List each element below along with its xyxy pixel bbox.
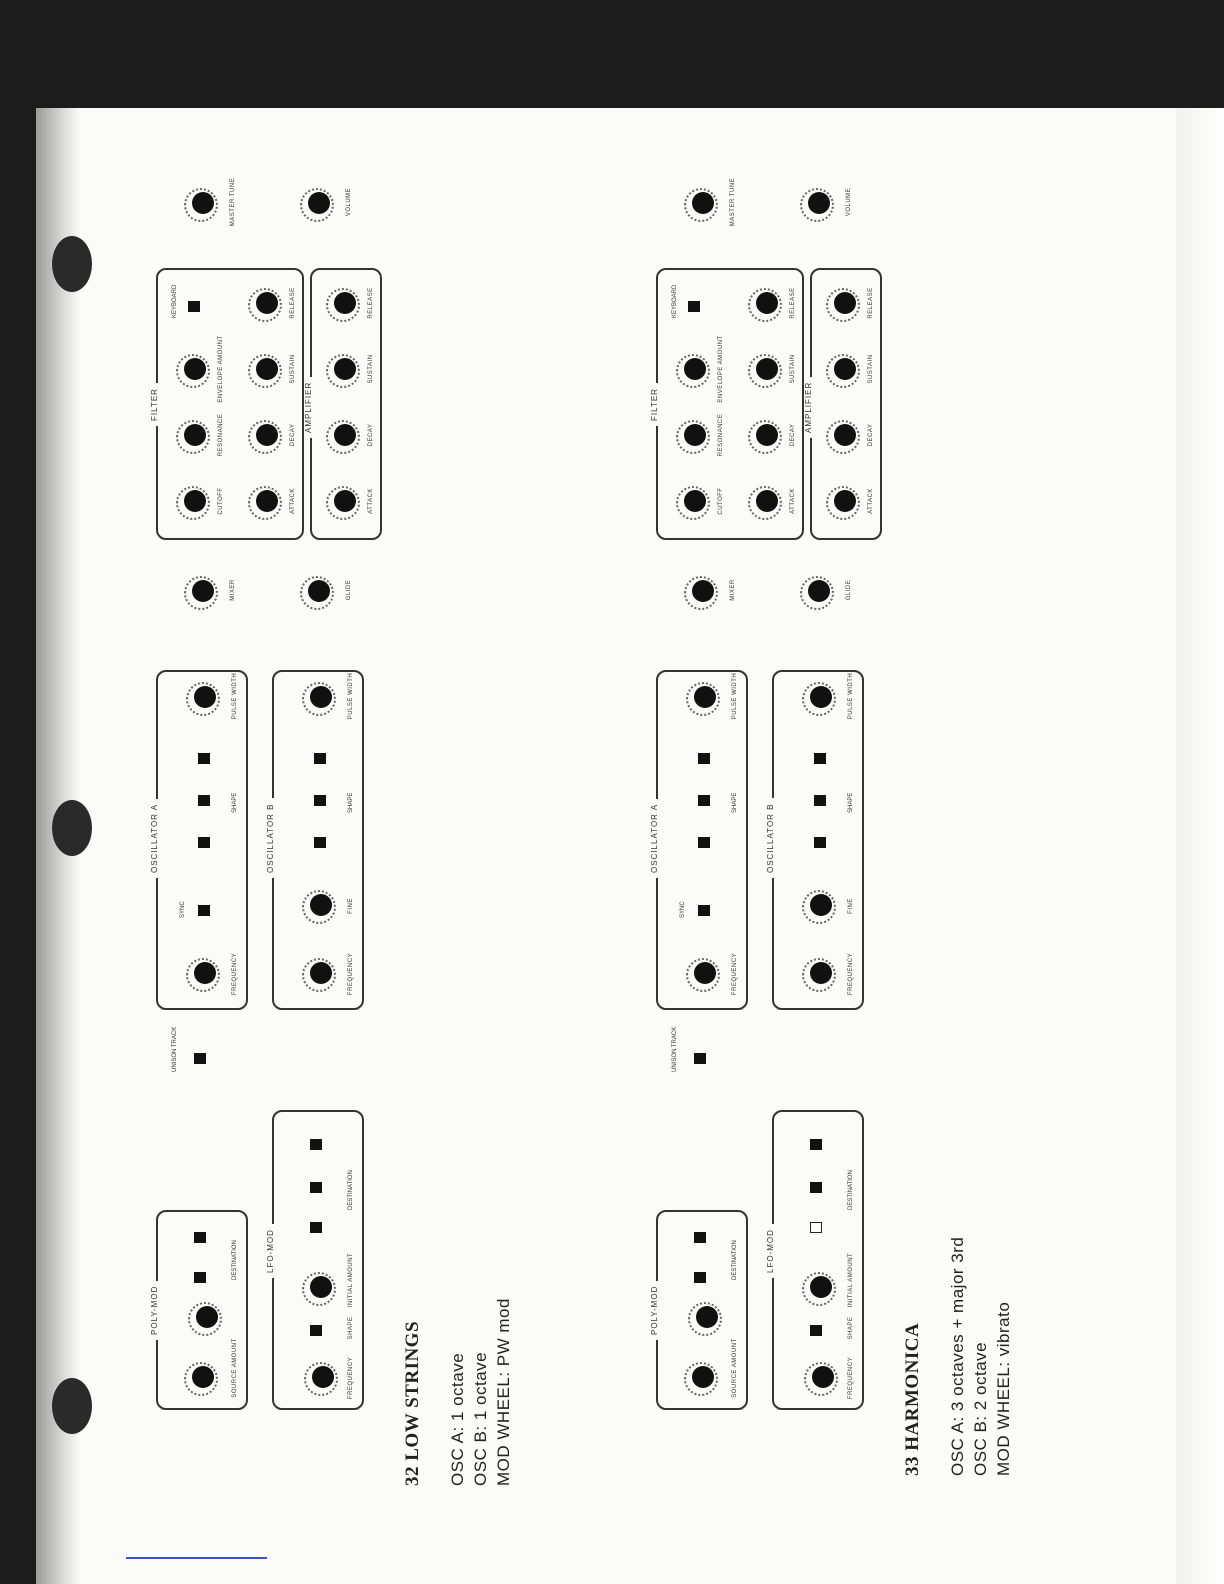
switch-label: DESTINATION <box>732 1240 738 1280</box>
glide-knob[interactable] <box>308 580 330 602</box>
oscillator-a-section <box>650 670 748 1010</box>
osc-b-pulse-switch[interactable] <box>314 753 326 764</box>
knob-label: MIXER <box>730 579 736 601</box>
sync-switch[interactable] <box>198 905 210 916</box>
osc-a-pulse-switch[interactable] <box>698 753 710 764</box>
cutoff-knob[interactable] <box>184 490 206 512</box>
amp-sustain-knob[interactable] <box>834 358 856 380</box>
osc-a-saw-switch[interactable] <box>698 837 710 848</box>
osc-b-frequency-knob[interactable] <box>310 962 332 984</box>
patch-setting: OSC B: 2 octave <box>971 1341 990 1476</box>
amp-sustain-knob[interactable] <box>334 358 356 380</box>
patch-setting: MOD WHEEL: vibrato <box>994 1301 1013 1476</box>
section-title: LFO-MOD <box>766 1224 775 1278</box>
switch-label: SHAPE <box>232 792 238 813</box>
knob-label: ENVELOPE AMOUNT <box>718 335 724 403</box>
envelope-amount-knob[interactable] <box>184 358 206 380</box>
patch-title: 33 HARMONICA <box>902 1322 923 1476</box>
osc-b-amount-knob[interactable] <box>196 1306 218 1328</box>
knob-label: CUTOFF <box>718 487 724 515</box>
freq-a-switch[interactable] <box>194 1272 206 1283</box>
knob-label: RESONANCE <box>218 413 224 457</box>
cutoff-knob[interactable] <box>684 490 706 512</box>
knob-label: PULSE WIDTH <box>232 672 238 720</box>
amp-decay-knob[interactable] <box>834 424 856 446</box>
knob-label: DECAY <box>368 423 374 447</box>
knob-label: RELEASE <box>368 287 374 319</box>
knob-label: ATTACK <box>368 488 374 514</box>
knob-label: VOLUME <box>846 187 852 217</box>
switch-label: SHAPE <box>732 792 738 813</box>
knob-label: FINE <box>848 898 854 914</box>
poly-mod-section <box>650 1210 748 1410</box>
osc-a-saw-switch[interactable] <box>198 837 210 848</box>
patch-title: 32 LOW STRINGS <box>402 1320 423 1486</box>
knob-label: DECAY <box>790 423 796 447</box>
section-title: AMPLIFIER <box>304 377 313 438</box>
osc-a-pulse-switch[interactable] <box>198 753 210 764</box>
filter-sustain-knob[interactable] <box>256 358 278 380</box>
section-title: OSCILLATOR A <box>650 799 659 878</box>
osc-b-frequency-knob[interactable] <box>810 962 832 984</box>
amp-decay-knob[interactable] <box>334 424 356 446</box>
filter-attack-knob[interactable] <box>256 490 278 512</box>
lfo-freq-ab-switch[interactable] <box>810 1222 822 1233</box>
binder-hole <box>52 236 92 292</box>
knob-label: MASTER TUNE <box>730 177 736 227</box>
knob-label: FREQUENCY <box>732 952 738 996</box>
knob-label: GLIDE <box>846 579 852 601</box>
lfo-frequency-knob[interactable] <box>312 1366 334 1388</box>
patch-setting: OSC A: 3 octaves + major 3rd <box>948 1236 967 1476</box>
osc-b-saw-switch[interactable] <box>314 837 326 848</box>
switch-label: SHAPE <box>348 792 354 813</box>
knob-label: DECAY <box>868 423 874 447</box>
patch-33-caption <box>902 1237 1015 1476</box>
knob-label: FREQUENCY <box>848 1356 854 1400</box>
amplifier-section <box>304 268 382 540</box>
mixer-knob[interactable] <box>692 580 714 602</box>
patch-setting: OSC B: 1 octave <box>471 1351 490 1486</box>
filter-decay-knob[interactable] <box>256 424 278 446</box>
knob-label: ATTACK <box>790 488 796 514</box>
osc-a-tri-switch[interactable] <box>698 795 710 806</box>
knob-label: FINE <box>348 898 354 914</box>
knob-label: SUSTAIN <box>790 354 796 384</box>
footer-rule <box>126 1557 267 1559</box>
mixer-knob[interactable] <box>192 580 214 602</box>
resonance-knob[interactable] <box>684 424 706 446</box>
filter-release-knob[interactable] <box>756 292 778 314</box>
section-title: OSCILLATOR B <box>766 799 775 879</box>
switch-label: DESTINATION <box>848 1170 854 1210</box>
filter-sustain-knob[interactable] <box>756 358 778 380</box>
amp-release-knob[interactable] <box>334 292 356 314</box>
osc-b-tri-switch[interactable] <box>814 795 826 806</box>
patch-setting: MOD WHEEL: PW mod <box>494 1298 513 1486</box>
amplifier-section <box>804 268 882 540</box>
osc-b-fine-knob[interactable] <box>810 894 832 916</box>
patch-setting: OSC A: 1 octave <box>448 1352 467 1486</box>
osc-b-amount-knob[interactable] <box>696 1306 718 1328</box>
binder-hole <box>52 1378 92 1434</box>
glide-knob[interactable] <box>808 580 830 602</box>
knob-label: SUSTAIN <box>868 354 874 384</box>
osc-a-frequency-knob[interactable] <box>194 962 216 984</box>
filter-switch[interactable] <box>194 1232 206 1243</box>
knob-label: FREQUENCY <box>348 952 354 996</box>
knob-label: ATTACK <box>290 488 296 514</box>
knob-label: CUTOFF <box>218 487 224 515</box>
osc-b-tri-switch[interactable] <box>314 795 326 806</box>
switch-label: SYNC <box>680 901 686 918</box>
osc-b-pulse-width-knob[interactable] <box>810 686 832 708</box>
knob-label: PULSE WIDTH <box>732 672 738 720</box>
osc-a-tri-switch[interactable] <box>198 795 210 806</box>
osc-a-pulse-width-knob[interactable] <box>694 686 716 708</box>
knob-label: ENVELOPE AMOUNT <box>218 335 224 403</box>
volume-knob[interactable] <box>808 192 830 214</box>
lfo-pw-ab-switch[interactable] <box>810 1182 822 1193</box>
lfo-pw-ab-switch[interactable] <box>310 1182 322 1193</box>
patch-32-panel <box>150 110 390 1410</box>
osc-b-saw-switch[interactable] <box>814 837 826 848</box>
knob-label: SUSTAIN <box>368 354 374 384</box>
switch-label: UNISON TRACK <box>172 1026 178 1072</box>
unison-switch[interactable] <box>194 1053 206 1064</box>
switch-label: DESTINATION <box>232 1240 238 1280</box>
lfo-mod-section <box>766 1110 864 1410</box>
knob-label: PULSE WIDTH <box>348 672 354 720</box>
filt-env-knob[interactable] <box>192 1366 214 1388</box>
knob-label: SUSTAIN <box>290 354 296 384</box>
osc-b-pulse-width-knob[interactable] <box>310 686 332 708</box>
keyboard-switch[interactable] <box>688 301 700 312</box>
sync-switch[interactable] <box>698 905 710 916</box>
switch-label: DESTINATION <box>348 1170 354 1210</box>
oscillator-b-section <box>766 670 864 1010</box>
lfo-freq-ab-switch[interactable] <box>310 1222 322 1233</box>
knob-label: SOURCE AMOUNT <box>732 1338 738 1398</box>
initial-amount-knob[interactable] <box>810 1276 832 1298</box>
knob-label: MIXER <box>230 579 236 601</box>
knob-label: SHAPE <box>848 1316 854 1340</box>
osc-a-frequency-knob[interactable] <box>694 962 716 984</box>
unison-switch[interactable] <box>694 1053 706 1064</box>
section-title: AMPLIFIER <box>804 377 813 438</box>
osc-a-pulse-width-knob[interactable] <box>194 686 216 708</box>
switch-label: SHAPE <box>848 792 854 813</box>
switch-label: SYNC <box>180 901 186 918</box>
lfo-frequency-knob[interactable] <box>812 1366 834 1388</box>
knob-label: INITIAL AMOUNT <box>348 1252 354 1308</box>
poly-mod-section <box>150 1210 248 1410</box>
master-tune-knob[interactable] <box>692 192 714 214</box>
resonance-knob[interactable] <box>184 424 206 446</box>
knob-label: INITIAL AMOUNT <box>848 1252 854 1308</box>
switch-label: KEYBOARD <box>172 284 178 318</box>
filt-env-knob[interactable] <box>692 1366 714 1388</box>
osc-b-pulse-switch[interactable] <box>814 753 826 764</box>
knob-label: SOURCE AMOUNT <box>232 1338 238 1398</box>
section-title: FILTER <box>150 383 159 426</box>
knob-label: RELEASE <box>868 287 874 319</box>
knob-label: FREQUENCY <box>348 1356 354 1400</box>
lfo-filter-switch[interactable] <box>310 1139 322 1150</box>
filter-section <box>150 268 304 540</box>
section-title: OSCILLATOR B <box>266 799 275 879</box>
knob-label: PULSE WIDTH <box>848 672 854 720</box>
knob-label: FREQUENCY <box>848 952 854 996</box>
binder-hole <box>52 800 92 856</box>
knob-label: SHAPE <box>348 1316 354 1340</box>
filter-release-knob[interactable] <box>256 292 278 314</box>
knob-label: ATTACK <box>868 488 874 514</box>
knob-label: FREQUENCY <box>232 952 238 996</box>
section-title: POLY-MOD <box>150 1281 159 1340</box>
section-title: LFO-MOD <box>266 1224 275 1278</box>
filter-section <box>650 268 804 540</box>
master-tune-knob[interactable] <box>192 192 214 214</box>
lfo-shape-switch[interactable] <box>810 1325 822 1336</box>
amp-attack-knob[interactable] <box>334 490 356 512</box>
oscillator-a-section <box>150 670 248 1010</box>
lfo-mod-section <box>266 1110 364 1410</box>
amp-release-knob[interactable] <box>834 292 856 314</box>
section-title: POLY-MOD <box>650 1281 659 1340</box>
section-title: FILTER <box>650 383 659 426</box>
page-edge <box>1176 108 1224 1584</box>
lfo-shape-switch[interactable] <box>310 1325 322 1336</box>
lfo-filter-switch[interactable] <box>810 1139 822 1150</box>
envelope-amount-knob[interactable] <box>684 358 706 380</box>
oscillator-b-section <box>266 670 364 1010</box>
patch-33-panel <box>650 110 890 1410</box>
filter-decay-knob[interactable] <box>756 424 778 446</box>
knob-label: VOLUME <box>346 187 352 217</box>
initial-amount-knob[interactable] <box>310 1276 332 1298</box>
freq-a-switch[interactable] <box>694 1272 706 1283</box>
knob-label: RESONANCE <box>718 413 724 457</box>
keyboard-switch[interactable] <box>188 301 200 312</box>
knob-label: RELEASE <box>290 287 296 319</box>
switch-label: UNISON TRACK <box>672 1026 678 1072</box>
osc-b-fine-knob[interactable] <box>310 894 332 916</box>
switch-label: KEYBOARD <box>672 284 678 318</box>
amp-attack-knob[interactable] <box>834 490 856 512</box>
patch-32-caption <box>402 1298 515 1486</box>
knob-label: GLIDE <box>346 579 352 601</box>
knob-label: DECAY <box>290 423 296 447</box>
knob-label: RELEASE <box>790 287 796 319</box>
section-title: OSCILLATOR A <box>150 799 159 878</box>
filter-attack-knob[interactable] <box>756 490 778 512</box>
filter-switch[interactable] <box>694 1232 706 1243</box>
knob-label: MASTER TUNE <box>230 177 236 227</box>
volume-knob[interactable] <box>308 192 330 214</box>
